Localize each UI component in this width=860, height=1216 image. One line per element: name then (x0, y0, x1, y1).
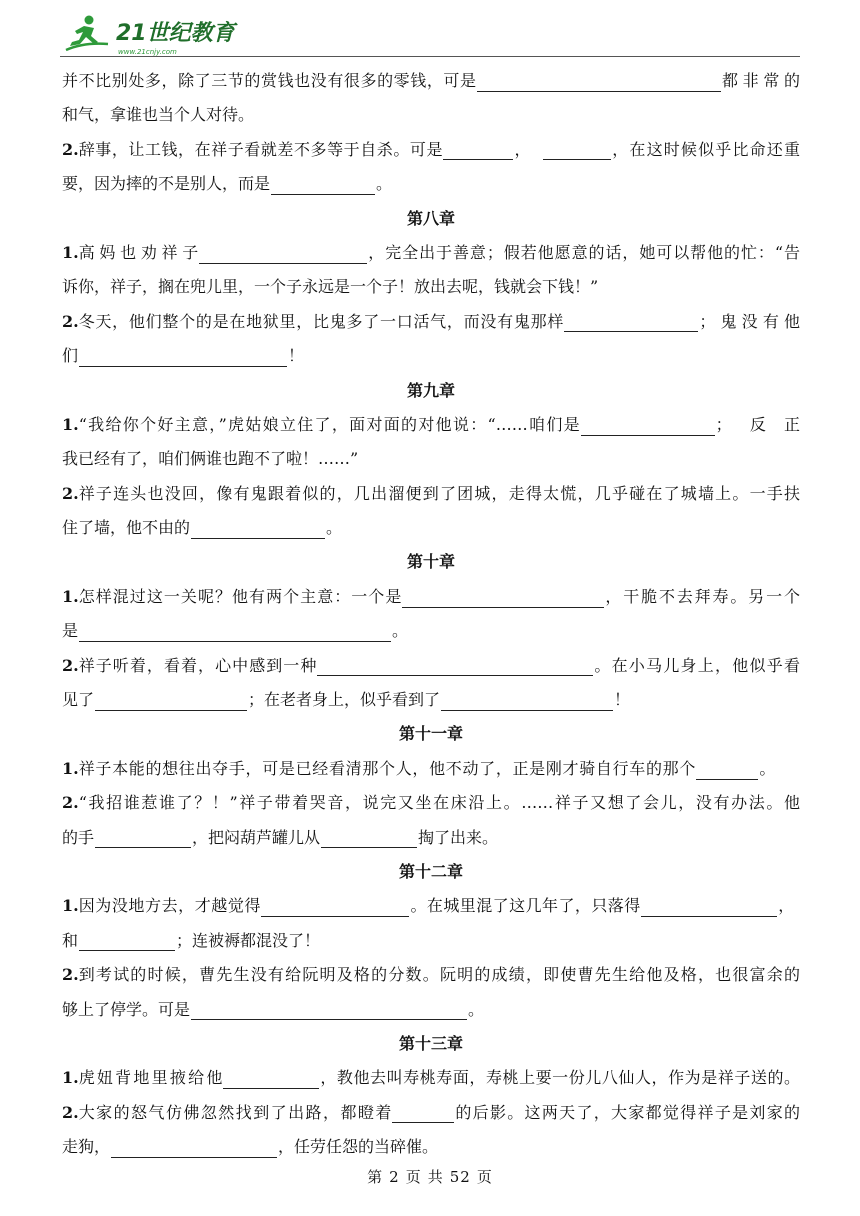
document-body (62, 64, 800, 1165)
fill-in-blank (641, 896, 777, 917)
text-run: 够上了停学。可是 (62, 999, 191, 1019)
question-number: 2. (62, 655, 79, 675)
chapter-title (62, 545, 800, 579)
text-run: 。 (392, 621, 409, 641)
chapter-title-text: 第十一章 (398, 724, 463, 744)
text-line (62, 167, 800, 201)
text-run: ，在这时候似乎比命还重 (612, 139, 800, 159)
question-number: 1. (62, 896, 79, 916)
text-run: 大家的怒气仿佛忽然找到了出路，都瞪着 (78, 1102, 392, 1122)
logo-url: www.21cnjy.com (118, 48, 177, 56)
text-line (62, 442, 800, 476)
text-line (62, 752, 800, 786)
text-run: “我招谁惹谁了？！”祥子带着哭音，说完又坐在床沿上。……祥子又想了会儿，没有办法。他 (78, 793, 800, 813)
text-line (62, 133, 800, 167)
text-run: ， (514, 139, 531, 159)
text-line (62, 683, 800, 717)
text-run: ；连被褥都混没了！ (176, 930, 321, 950)
text-run: 的后影。这两天了，大家都觉得祥子是刘家的 (455, 1102, 800, 1122)
fill-in-blank (321, 827, 417, 848)
text-run: ！ (288, 346, 305, 366)
text-run: ，完全出于善意；假若他愿意的话，她可以帮他的忙：“告 (368, 242, 800, 262)
footer-page-word: 页 (405, 1168, 422, 1186)
fill-in-blank (261, 896, 409, 917)
chapter-title (62, 1027, 800, 1061)
text-run: 并不比别处多，除了三节的赏钱也没有很多的零钱，可是 (62, 71, 476, 90)
text-run: 都非常的 (722, 71, 800, 90)
text-line (62, 236, 800, 270)
text-line (62, 821, 800, 855)
fill-in-blank (271, 174, 375, 195)
fill-in-blank (95, 827, 191, 848)
text-run: ， (778, 896, 795, 916)
logo-text: 21世纪教育 (116, 21, 235, 46)
fill-in-blank (477, 71, 721, 92)
text-run: 虎妞背地里掖给他 (78, 1068, 223, 1088)
fill-in-blank (111, 1137, 277, 1158)
page-header (0, 0, 860, 60)
text-line (62, 993, 800, 1027)
text-run: 。 (759, 758, 776, 778)
text-run: 。 (326, 518, 343, 538)
question-number: 2. (62, 793, 79, 813)
chapter-title-text: 第十章 (406, 552, 455, 572)
fill-in-blank (392, 1102, 454, 1123)
fill-in-blank (581, 415, 715, 436)
text-line (62, 1096, 800, 1130)
text-run: 因为没地方去，才越觉得 (78, 896, 261, 916)
text-line (62, 477, 800, 511)
text-run: 。 (468, 999, 485, 1019)
question-number: 2. (62, 139, 79, 159)
chapter-title-text: 第八章 (406, 208, 455, 228)
question-number: 1. (62, 1068, 79, 1088)
fill-in-blank (191, 518, 325, 539)
fill-in-blank (223, 1068, 319, 1089)
question-number: 1. (62, 242, 79, 262)
text-run: 。 (376, 174, 393, 194)
logo (64, 14, 264, 58)
text-run: 我已经有了，咱们俩谁也跑不了啦！……” (62, 449, 359, 469)
question-number: 2. (62, 965, 79, 985)
text-line (62, 511, 800, 545)
footer-prefix: 第 (367, 1168, 384, 1186)
fill-in-blank (443, 139, 513, 160)
question-number: 1. (62, 586, 79, 606)
page-number: 2 (389, 1168, 400, 1186)
text-run: 祥子连头也没回，像有鬼跟着似的，几出溜便到了团城，走得太慌，几乎碰在了城墙上。一手扶 (78, 483, 800, 503)
text-run: ；反正 (715, 414, 800, 434)
text-line (62, 614, 800, 648)
text-line (62, 889, 800, 923)
text-line (62, 305, 800, 339)
footer-suffix: 页 (476, 1168, 493, 1186)
text-run: ，任劳任怨的当碎催。 (278, 1137, 439, 1157)
chapter-title-text: 第十二章 (398, 861, 463, 881)
fill-in-blank (696, 759, 758, 780)
text-run: 祥子本能的想往出夺手，可是已经看清那个人，他不动了，正是刚才骑自行车的那个 (78, 758, 696, 778)
fill-in-blank (95, 690, 247, 711)
text-run: 祥子听着，看着，心中感到一种 (78, 655, 317, 675)
chapter-title (62, 855, 800, 889)
text-run: 到考试的时候，曹先生没有给阮明及格的分数。阮明的成绩，即使曹先生给他及格，也很富余的 (78, 965, 800, 985)
chapter-title (62, 374, 800, 408)
text-run: 和 (62, 930, 79, 950)
question-number: 1. (62, 758, 79, 778)
text-line (62, 958, 800, 992)
text-line (62, 64, 800, 98)
page-footer (0, 1166, 860, 1187)
page-total: 52 (449, 1168, 471, 1186)
text-run: 怎样混过这一关呢？他有两个主意：一个是 (78, 586, 402, 606)
text-line (62, 649, 800, 683)
fill-in-blank (317, 655, 593, 676)
text-run: 冬天，他们整个的是在地狱里，比鬼多了一口活气，而没有鬼那样 (78, 311, 564, 331)
chapter-title (62, 202, 800, 236)
text-run: ；在老者身上，似乎看到了 (248, 690, 441, 710)
text-run: “我给你个好主意，”虎姑娘立住了，面对面的对他说：“……咱们是 (78, 414, 580, 434)
text-run: ，干脆不去拜寿。另一个 (605, 586, 800, 606)
footer-total-word: 共 (427, 1168, 444, 1186)
fill-in-blank (199, 243, 367, 264)
text-line (62, 1130, 800, 1164)
fill-in-blank (441, 690, 613, 711)
chapter-title-text: 第九章 (406, 380, 455, 400)
question-number: 2. (62, 1102, 79, 1122)
fill-in-blank (543, 139, 611, 160)
text-run: 的手 (62, 827, 95, 847)
text-line (62, 1061, 800, 1095)
question-number: 1. (62, 414, 79, 434)
text-run: 们 (62, 346, 79, 366)
text-run: 见了 (62, 690, 95, 710)
text-line (62, 786, 800, 820)
question-number: 2. (62, 483, 79, 503)
chapter-title-text: 第十三章 (398, 1033, 463, 1053)
fill-in-blank (79, 930, 175, 951)
chapter-title (62, 717, 800, 751)
fill-in-blank (564, 311, 698, 332)
text-run: 辞事，让工钱，在祥子看就差不多等于自杀。可是 (78, 139, 443, 159)
text-run: ，把闷葫芦罐儿从 (192, 827, 321, 847)
fill-in-blank (402, 587, 604, 608)
fill-in-blank (191, 999, 467, 1020)
question-number: 2. (62, 311, 79, 331)
header-rule (60, 56, 800, 57)
text-run: ，教他去叫寿桃寿面，寿桃上要一份儿八仙人，作为是祥子送的。 (320, 1068, 800, 1088)
text-run: 掏了出来。 (418, 827, 499, 847)
text-run: 诉你，祥子，搁在兜儿里，一个子永远是一个子！放出去呢，钱就会下钱！” (62, 277, 599, 297)
text-run: 。在小马儿身上，他似乎看 (594, 655, 800, 675)
text-line (62, 580, 800, 614)
text-run: 走狗， (62, 1137, 111, 1157)
text-run: 和气，拿谁也当个人对待。 (62, 105, 255, 125)
text-run: ；鬼没有他 (699, 311, 800, 331)
text-run: 是 (62, 621, 79, 641)
text-run: 高妈也劝祥子 (78, 242, 199, 262)
text-run: ！ (614, 690, 631, 710)
text-run: 住了墙，他不由的 (62, 518, 191, 538)
text-line (62, 408, 800, 442)
runner-icon (66, 16, 108, 51)
text-line (62, 98, 800, 132)
text-line (62, 339, 800, 373)
text-line (62, 924, 800, 958)
text-run: 。在城里混了这几年了，只落得 (410, 896, 641, 916)
text-run: 要，因为摔的不是别人，而是 (62, 174, 271, 194)
fill-in-blank (79, 621, 391, 642)
fill-in-blank (79, 346, 287, 367)
text-line (62, 270, 800, 304)
